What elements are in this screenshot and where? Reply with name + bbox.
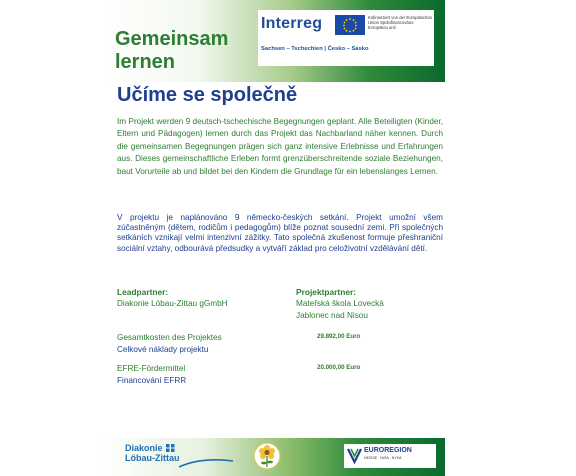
eu-cofinancing-text: Kofinanziert von der Europäischen Union Spolufinancováno Evropskou unií [368,15,433,30]
poster-title [115,28,245,74]
description-czech: V projektu je naplánováno 9 německo-českých setkání. Projekt umožní všem zúčastněným (dětem, rodičům i pedagogům) blíže poznat sousední zemi. Při společných setkáních vznikají velmi intenzivní zážitky. Tato společná zkušenost formuje přeshraniční sociální vztahy, odbourává předsudky a vytváří základ pro celoživotní vzdělávání dětí. [117,213,443,253]
projectpartner-label: Projektpartner: [296,287,357,297]
leadpartner-label: Leadpartner: [117,287,169,297]
total-cost-label-czech: Celkové náklady projektu [117,345,209,354]
interreg-wordmark: Interreg [261,15,323,32]
euroregion-wordmark: EUROREGION [364,447,412,454]
efre-funding-label-czech: Financování EFRR [117,376,187,385]
diakonie-logo [125,443,235,473]
kindergarten-logo [252,439,282,475]
diakonie-cross-icon [166,444,175,452]
poster-title-line1: Gemeinsam [115,28,229,50]
total-cost-value: 29.892,00 Euro [317,333,361,340]
euroregion-subtitle: NEISSE · NISA · NYSA [364,456,402,460]
interreg-logo [258,10,434,66]
total-cost-label-german: Gesamtkosten des Projektes [117,333,222,342]
diakonie-logo-line2: Löbau-Zittau [125,453,180,463]
projectpartner-city: Jablonec nad Nisou [296,311,368,320]
description-german: Im Projekt werden 9 deutsch-tschechische Begegnungen geplant. Alle Beteiligten (Kinder, Eltern und Pädagogen) lernen durch das Projekt das Nachbarland näher kennen. Durch die gemeinsamen Begegnungen prägen sich ganz intensive Erlebnisse und Erfahrungen aus. Dieses gemeinschaftliche Erleben formt grenzüberschreitende soziale Beziehungen, baut Vorurteile ab und bildet bei den Kindern die Grundlage für ein lebenslanges Lernen. [117,117,443,176]
poster-title-line2: lernen [115,51,176,73]
main-heading: Učíme se společně [117,84,298,106]
euroregion-emblem-icon [347,447,362,464]
projectpartner-name: Mateřská škola Lovecká [296,299,384,308]
euroregion-logo [344,444,436,468]
efre-funding-value: 20.000,00 Euro [317,364,361,371]
diakonie-swoosh-icon [177,455,235,469]
interreg-programme-subtitle: Sachsen – Tschechien | Česko – Sasko [261,46,369,52]
leadpartner-name: Diakonie Löbau-Zittau gGmbH [117,299,228,308]
eu-flag-icon [335,15,365,35]
diakonie-logo-line1: Diakonie [125,443,163,453]
efre-funding-label-german: EFRE-Fördermittel [117,364,186,373]
